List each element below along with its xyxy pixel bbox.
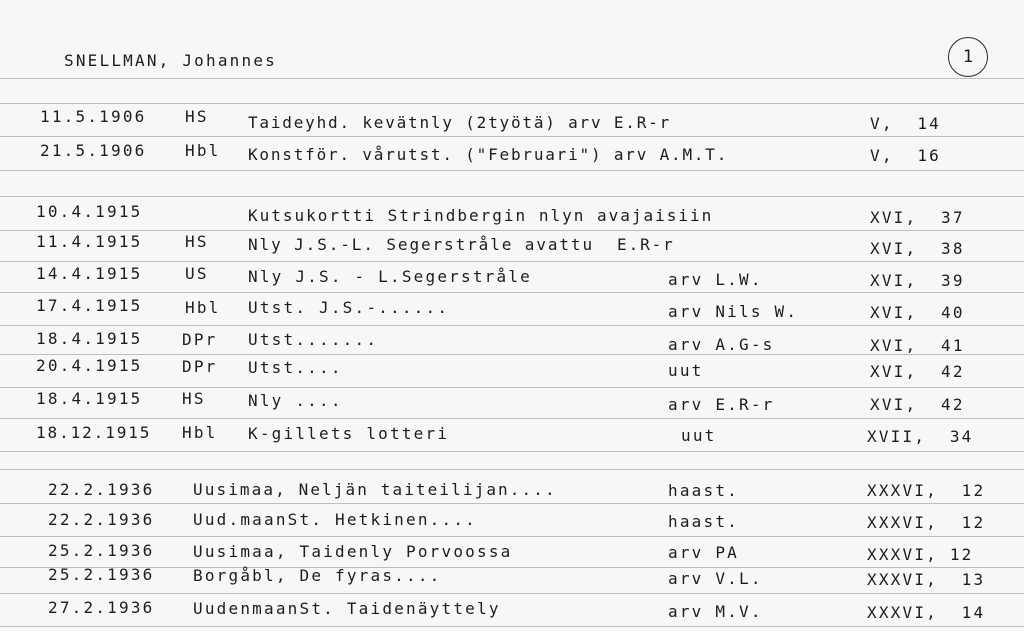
entry-reference: XVII, 34 [867,427,974,446]
entry-date: 11.4.1915 [36,232,143,251]
entry-description: Utst.... [248,358,343,377]
entry-description: Uusimaa, Neljän taiteilijan.... [193,480,557,499]
entry-description: Nly J.S. - L.Segerstråle [248,267,532,286]
entry-description: Nly J.S.-L. Segerstråle avattu E.R-r [248,235,675,254]
entry-paper: HS [182,389,206,408]
entry-author: arv M.V. [668,602,763,621]
entry-reference: XXXVI, 12 [867,513,986,532]
entry-author: haast. [668,481,739,500]
rule-line [0,103,1024,104]
entry-author: uut [681,426,717,445]
entry-description: Borgåbl, De fyras.... [193,566,442,585]
rule-line [0,170,1024,171]
entry-description: Uud.maanSt. Hetkinen.... [193,510,477,529]
entry-date: 11.5.1906 [40,107,147,126]
entry-reference: XVI, 42 [870,395,965,414]
entry-author: arv L.W. [668,270,763,289]
person-name: SNELLMAN, Johannes [64,51,277,70]
entry-paper: DPr [182,330,218,349]
entry-date: 14.4.1915 [36,264,143,283]
rule-line [0,469,1024,470]
entry-description: Utst....... [248,330,379,349]
rule-line [0,451,1024,452]
rule-line [0,593,1024,594]
card-number-badge: 1 [948,37,988,77]
entry-date: 21.5.1906 [40,141,147,160]
entry-date: 10.4.1915 [36,202,143,221]
entry-author: arv A.G-s [668,335,775,354]
entry-paper: US [185,264,209,283]
entry-author: arv PA [668,543,739,562]
entry-paper: Hbl [182,423,218,442]
entry-reference: V, 16 [870,146,941,165]
entry-description: Kutsukortti Strindbergin nlyn avajaisiin [248,206,714,225]
entry-description: K-gillets lotteri [248,424,450,443]
entry-date: 18.4.1915 [36,389,143,408]
entry-date: 17.4.1915 [36,296,143,315]
entry-date: 18.4.1915 [36,329,143,348]
entry-paper: HS [185,232,209,251]
entry-paper: DPr [182,357,218,376]
entry-reference: XVI, 38 [870,239,965,258]
entry-date: 22.2.1936 [48,510,155,529]
entry-author: haast. [668,512,739,531]
entry-description: Taideyhd. kevätnly (2työtä) arv E.R-r [248,113,672,132]
entry-author: arv Nils W. [668,302,799,321]
entry-reference: XVI, 39 [870,271,965,290]
entry-paper: Hbl [185,141,221,160]
rule-line [0,230,1024,231]
entry-date: 27.2.1936 [48,598,155,617]
entry-description: Uusimaa, Taidenly Porvoossa [193,542,513,561]
entry-date: 25.2.1936 [48,565,155,584]
entry-description: Konstför. vårutst. ("Februari") arv A.M.T. [248,145,729,164]
entry-date: 25.2.1936 [48,541,155,560]
rule-line [0,78,1024,79]
rule-line [0,136,1024,137]
entry-paper: Hbl [185,298,221,317]
rule-line [0,503,1024,504]
entry-paper: HS [185,107,209,126]
entry-date: 20.4.1915 [36,356,143,375]
rule-line [0,292,1024,293]
entry-author: arv V.L. [668,569,763,588]
entry-date: 18.12.1915 [36,423,152,442]
entry-description: Nly .... [248,391,343,410]
entry-reference: XVI, 42 [870,362,965,381]
entry-reference: XVI, 40 [870,303,965,322]
rule-line [0,536,1024,537]
entry-author: arv E.R-r [668,395,775,414]
entry-reference: XXXVI, 12 [867,481,986,500]
entry-reference: V, 14 [870,114,941,133]
entry-description: Utst. J.S.-...... [248,298,450,317]
rule-line [0,626,1024,627]
entry-reference: XXXVI, 13 [867,570,986,589]
entry-reference: XVI, 37 [870,208,965,227]
entry-author: uut [668,361,704,380]
entry-reference: XXXVI, 14 [867,603,986,622]
rule-line [0,196,1024,197]
rule-line [0,418,1024,419]
entry-reference: XVI, 41 [870,336,965,355]
entry-reference: XXXVI, 12 [867,545,974,564]
entry-description: UudenmaanSt. Taidenäyttely [193,599,501,618]
rule-line [0,387,1024,388]
rule-line [0,261,1024,262]
rule-line [0,325,1024,326]
entry-date: 22.2.1936 [48,480,155,499]
